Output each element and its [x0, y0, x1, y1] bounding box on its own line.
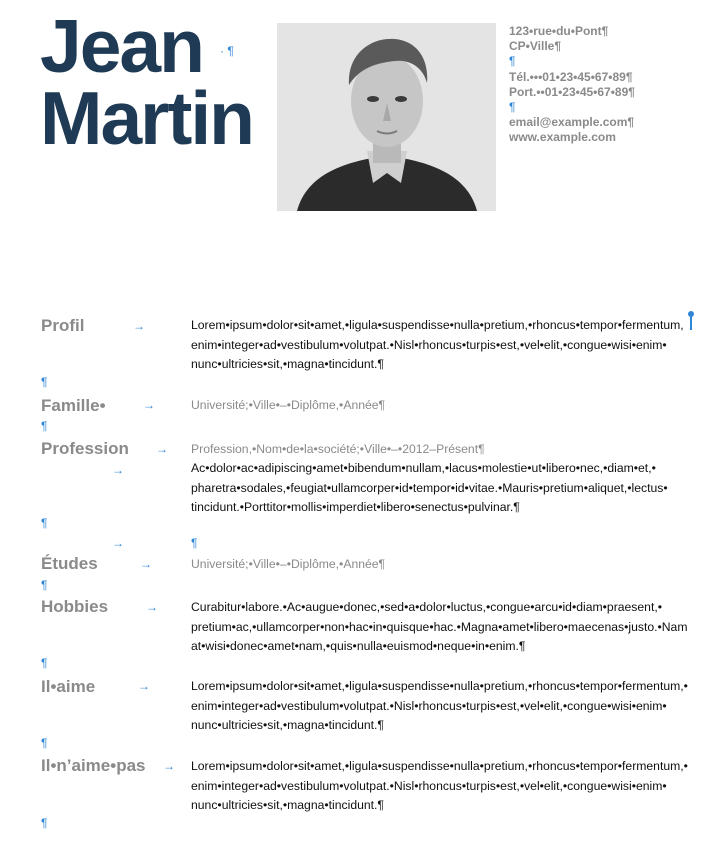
text-line: enim•integer•ad•vestibulum•volutpat.•Nisl•rhoncus•turpis•est,•vel•elit,•congue•wisi•enim•	[191, 778, 667, 793]
contact-pilcrow: ¶	[509, 99, 516, 114]
section-text-etudes[interactable]	[191, 555, 696, 575]
text-line: tincidunt.•Porttitor•mollis•imperdiet•libero•senectus•pulvinar.¶	[191, 500, 520, 514]
contact-email[interactable]: email@example.com¶	[509, 115, 635, 130]
text-line: enim•integer•ad•vestibulum•volutpat.•Nisl•rhoncus•turpis•est,•vel•elit,•congue•wisi•enim•	[191, 698, 667, 713]
text-line: nunc•ultricies•sit,•magna•tincidunt.¶	[191, 718, 384, 732]
tab-arrow-icon: →	[138, 679, 150, 693]
section-label-profession: Profession	[41, 439, 129, 458]
contact-pilcrow: ¶	[509, 54, 516, 69]
tab-arrow-icon: →	[156, 442, 168, 456]
contact-block	[509, 24, 709, 146]
contact-mobile: Port.••01•23•45•67•89¶	[509, 84, 635, 99]
section-text-hobbies[interactable]	[191, 598, 696, 657]
tab-arrow-icon: →	[140, 557, 152, 571]
tab-arrow-icon: →	[163, 759, 175, 773]
contact-website[interactable]: www.example.com	[509, 130, 616, 145]
text-line: Ac•dolor•ac•adipiscing•amet•bibendum•nullam,•lacus•molestie•ut•libero•nec,•diam•et,•	[191, 461, 656, 475]
text-line: at•wisi•donec•amet•nam,•quis•nulla•euismod•neque•in•enim.¶	[191, 639, 526, 653]
section-label-hobbies: Hobbies	[41, 597, 109, 616]
last-name: Martin	[40, 76, 253, 160]
resume-name	[40, 4, 253, 160]
section-text-il-naime-pas[interactable]	[191, 757, 696, 816]
portrait-photo-icon	[277, 23, 496, 211]
tab-arrow-icon: →	[112, 536, 124, 550]
text-line: enim•integer•ad•vestibulum•volutpat.•Nisl•rhoncus•turpis•est,•vel•elit,•congue•wisi•enim•	[191, 337, 667, 352]
text-line: Université;•Ville•–•Diplôme,•Année¶	[191, 557, 386, 571]
section-text-il-aime[interactable]	[191, 677, 696, 736]
name-formatting-marks: · ¶	[220, 44, 234, 58]
text-line: Université;•Ville•–•Diplôme,•Année¶	[191, 398, 386, 412]
text-line: Lorem•ipsum•dolor•sit•amet,•ligula•suspendisse•nulla•pretium,•rhoncus•tempor•fermentum,•	[191, 679, 688, 693]
first-name: Jean	[40, 4, 203, 88]
section-text-profession[interactable]	[191, 459, 696, 518]
section-label-il-aime: Il•aime	[41, 677, 96, 696]
section-label-il-naime-pas: Il•n’aime•pas	[41, 756, 146, 775]
pilcrow-mark: ¶	[41, 516, 48, 530]
pilcrow-mark: ¶	[191, 536, 198, 550]
section-label-profil: Profil	[41, 316, 85, 335]
section-label-famille: Famille•	[41, 396, 106, 415]
contact-address: 123•rue•du•Pont¶	[509, 24, 609, 38]
tab-arrow-icon: →	[133, 319, 145, 333]
pilcrow-mark: ¶	[41, 578, 48, 592]
tab-arrow-icon: →	[143, 398, 155, 412]
section-text-profil[interactable]	[191, 316, 696, 375]
portrait-photo[interactable]	[277, 23, 496, 211]
text-line: Profession,•Nom•de•la•société;•Ville•–•2012–Présent¶	[191, 442, 485, 456]
section-text-profession-title[interactable]	[191, 440, 696, 460]
section-label-etudes: Études	[41, 554, 98, 573]
text-line: Curabitur•labore.•Ac•augue•donec,•sed•a•dolor•luctus,•congue•arcu•id•diam•praesent,•	[191, 600, 662, 614]
text-line: Lorem•ipsum•dolor•sit•amet,•ligula•suspendisse•nulla•pretium,•rhoncus•tempor•fermentum,	[191, 318, 684, 332]
text-line: nunc•ultricies•sit,•magna•tincidunt.¶	[191, 357, 384, 371]
text-line: Lorem•ipsum•dolor•sit•amet,•ligula•suspendisse•nulla•pretium,•rhoncus•tempor•fermentum,•	[191, 759, 688, 773]
contact-city: CP•Ville¶	[509, 39, 562, 54]
contact-phone: Tél.•••01•23•45•67•89¶	[509, 69, 633, 84]
tab-arrow-icon: →	[112, 463, 124, 477]
pilcrow-mark: ¶	[41, 375, 48, 389]
pilcrow-mark: ¶	[41, 419, 48, 433]
text-line: nunc•ultricies•sit,•magna•tincidunt.¶	[191, 798, 384, 812]
text-line: pretium•ac,•ullamcorper•non•hac•in•quisque•hac.•Magna•amet•libero•maecenas•justo.•Nam	[191, 619, 688, 634]
pilcrow-mark: ¶	[41, 656, 48, 670]
section-text-famille[interactable]	[191, 396, 696, 416]
pilcrow-mark: ¶	[41, 736, 48, 750]
tab-arrow-icon: →	[146, 600, 158, 614]
text-line: pharetra•sodales,•feugiat•ullamcorper•id•tempor•id•vitae.•Mauris•pretium•aliquet,•lectus•	[191, 480, 668, 495]
pilcrow-mark: ¶	[41, 816, 48, 830]
